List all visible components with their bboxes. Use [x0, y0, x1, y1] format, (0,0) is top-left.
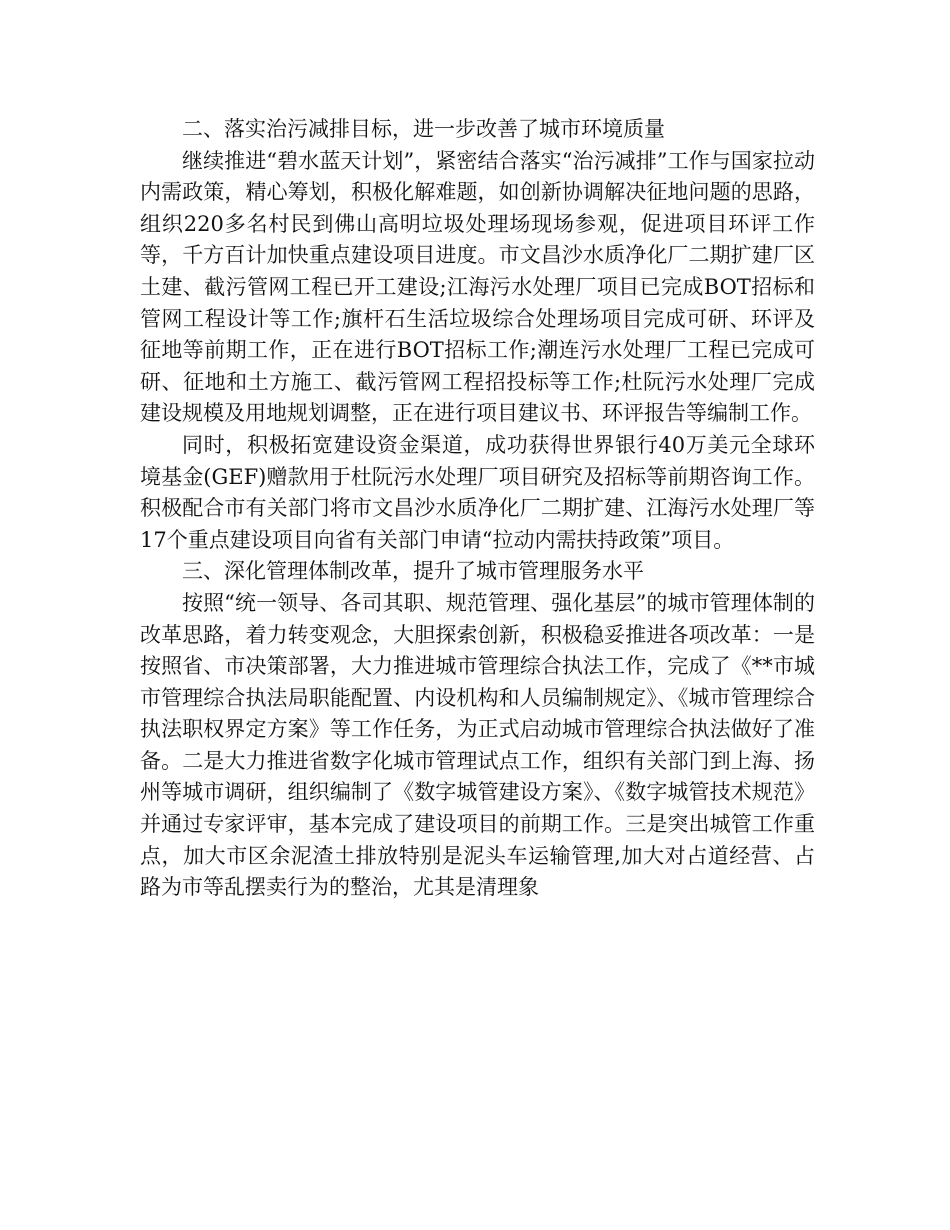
paragraph-blue-sky-plan: 继续推进“碧水蓝天计划”，紧密结合落实“治污减排”工作与国家拉动内需政策，精心筹划，积极化解难题，如创新协调解决征地问题的思路，组织220多名村民到佛山高明垃圾处理场现场参观，促进项目环评工作等，千方百计加快重点建设项目进度。市文昌沙水质净化厂二期扩建厂区土建、截污管网工程已开工建设;江海污水处理厂项目已完成BOT招标和管网工程设计等工作;旗杆石生活垃圾综合处理场项目完成可研、环评及征地等前期工作，正在进行BOT招标工作;潮连污水处理厂工程已完成可研、征地和土方施工、截污管网工程招投标等工作;杜阮污水处理厂完成建设规模及用地规划调整，正在进行项目建议书、环评报告等编制工作。 — [140, 148, 815, 426]
document-body — [140, 114, 815, 904]
paragraph-funding-channels: 同时，积极拓宽建设资金渠道，成功获得世界银行40万美元全球环境基金(GEF)赠款用于杜阮污水处理厂项目研究及招标等前期咨询工作。积极配合市有关部门将市文昌沙水质净化厂二期扩建、江海污水处理厂等17个重点建设项目向省有关部门申请“拉动内需扶持政策”项目。 — [140, 432, 815, 552]
section-heading-environment: 二、落实治污减排目标，进一步改善了城市环境质量 — [182, 117, 665, 141]
section-heading-management-reform: 三、深化管理体制改革，提升了城市管理服务水平 — [182, 559, 644, 584]
paragraph-reform-approach: 按照“统一领导、各司其职、规范管理、强化基层”的城市管理体制的改革思路，着力转变观念，大胆探索创新，积极稳妥推进各项改革：一是按照省、市决策部署，大力推进城市管理综合执法工作，完成了《**市城市管理综合执法局职能配置、内设机构和人员编制规定》、《城市管理综合执法职权界定方案》等工作任务，为正式启动城市管理综合执法做好了准备。二是大力推进省数字化城市管理试点工作，组织有关部门到上海、扬州等城市调研，组织编制了《数字城管建设方案》、《数字城管技术规范》并通过专家评审，基本完成了建设项目的前期工作。三是突出城管工作重点，加大市区余泥渣土排放特别是泥头车运输管理,加大对占道经营、占路为市等乱摆卖行为的整治，尤其是清理象 — [140, 590, 815, 900]
